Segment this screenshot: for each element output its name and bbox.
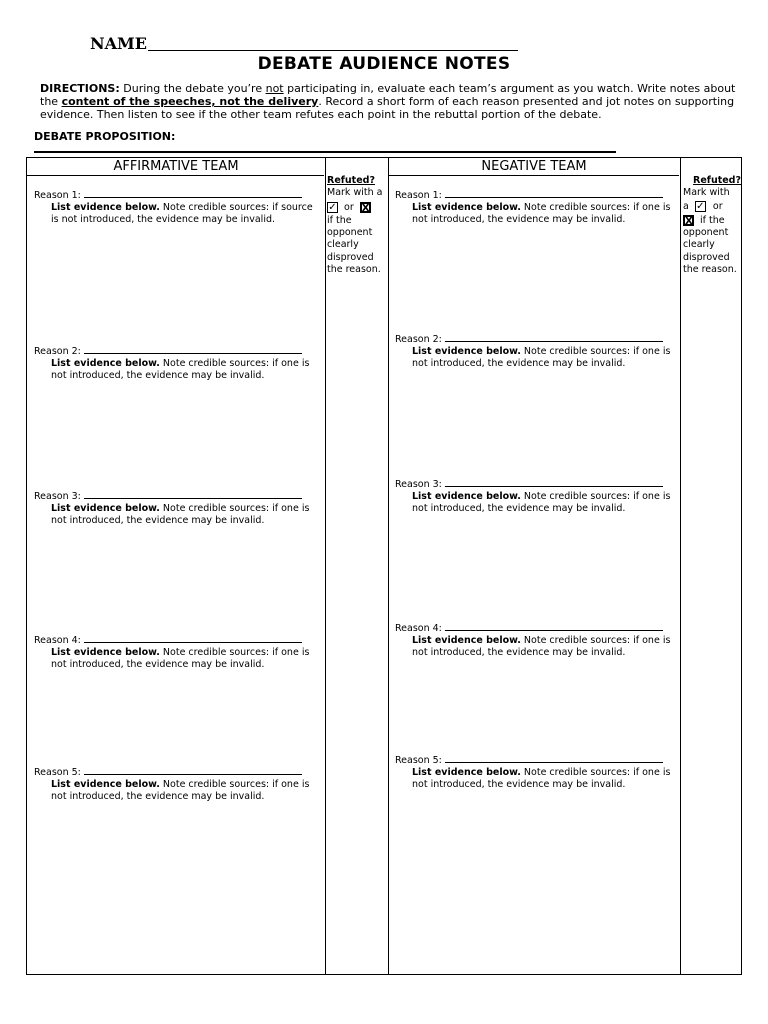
reason-label: Reason 4:	[395, 623, 442, 634]
reason-label: Reason 2:	[34, 346, 81, 357]
affirmative-reason-2	[34, 344, 323, 382]
name-label: NAME	[90, 34, 147, 53]
evidence-note: Note credible sources: if one is not introduced, the evidence may be invalid.	[51, 779, 310, 802]
evidence-instruction: List evidence below.	[412, 202, 521, 213]
directions	[40, 82, 740, 121]
evidence-instruction: List evidence below.	[51, 202, 160, 213]
checkbox-check-icon: ✓	[696, 200, 705, 212]
negative-team-header: NEGATIVE TEAM	[481, 159, 587, 174]
reason-label: Reason 5:	[395, 755, 442, 766]
evidence-note: Note credible sources: if one is not introduced, the evidence may be invalid.	[412, 202, 671, 225]
evidence-note: Note credible sources: if one is not introduced, the evidence may be invalid.	[51, 647, 310, 670]
affirmative-reason-4	[34, 633, 323, 671]
evidence-note: Note credible sources: if one is not introduced, the evidence may be invalid.	[412, 767, 671, 790]
reason-input-line[interactable]	[445, 753, 663, 763]
directions-text-2: participating in, evaluate each team’s argument as you watch. Write notes about the	[40, 82, 736, 108]
directions-text-3: . Record a short form of each reason presented and jot notes on supporting evidence. Then listen to see if the other team refutes each point in the rebuttal portion of the debate.	[40, 95, 735, 121]
affirmative-refuted-instructions	[327, 175, 389, 276]
affirmative-reason-1	[34, 188, 323, 226]
reason-label: Reason 4:	[34, 635, 81, 646]
column-divider	[325, 158, 326, 974]
column-divider	[388, 158, 389, 974]
evidence-instruction: List evidence below.	[51, 358, 160, 369]
evidence-instruction: List evidence below.	[412, 767, 521, 778]
checkbox-check-icon: ✓	[328, 201, 337, 213]
reason-label: Reason 3:	[395, 479, 442, 490]
mark-with-text: Mark with	[683, 187, 730, 199]
directions-label: DIRECTIONS:	[40, 82, 120, 95]
refuted-explanation: if the opponent clearly disproved the reason.	[327, 214, 381, 276]
reason-input-line[interactable]	[445, 477, 663, 487]
evidence-instruction: List evidence below.	[51, 647, 160, 658]
refuted-explanation-2: opponent clearly disproved the reason.	[683, 227, 737, 276]
proposition-label: DEBATE PROPOSITION:	[34, 130, 176, 143]
reason-label: Reason 2:	[395, 334, 442, 345]
reason-input-line[interactable]	[84, 344, 302, 354]
evidence-note: Note credible sources: if one is not introduced, the evidence may be invalid.	[51, 358, 310, 381]
negative-reason-3	[395, 477, 677, 515]
evidence-note: Note credible sources: if source is not introduced, the evidence may be invalid.	[51, 202, 313, 225]
mark-with-a-text: a	[683, 200, 689, 212]
evidence-note: Note credible sources: if one is not introduced, the evidence may be invalid.	[412, 491, 671, 514]
checkbox-x-icon: X	[685, 215, 693, 227]
affirmative-reason-5	[34, 765, 323, 803]
evidence-note: Note credible sources: if one is not introduced, the evidence may be invalid.	[412, 635, 671, 658]
evidence-note: Note credible sources: if one is not introduced, the evidence may be invalid.	[51, 503, 310, 526]
reason-input-line[interactable]	[84, 765, 302, 775]
proposition-field-line[interactable]	[34, 151, 616, 153]
checkbox-x-icon: X	[361, 202, 370, 214]
or-text: or	[712, 200, 723, 212]
affirmative-reason-3	[34, 489, 323, 527]
negative-reason-1	[395, 188, 677, 226]
refuted-heading: Refuted?	[327, 175, 375, 186]
refuted-heading: Refuted?	[693, 175, 741, 186]
negative-reason-4	[395, 621, 677, 659]
reason-input-line[interactable]	[445, 188, 663, 198]
evidence-note: Note credible sources: if one is not introduced, the evidence may be invalid.	[412, 346, 671, 369]
or-text: or	[344, 201, 354, 213]
negative-reason-2	[395, 332, 677, 370]
page-title: DEBATE AUDIENCE NOTES	[257, 54, 511, 74]
evidence-instruction: List evidence below.	[412, 491, 521, 502]
negative-reason-5	[395, 753, 677, 791]
reason-input-line[interactable]	[445, 332, 663, 342]
evidence-instruction: List evidence below.	[412, 346, 521, 357]
directions-text-1: During the debate you’re	[119, 82, 266, 95]
reason-label: Reason 5:	[34, 767, 81, 778]
name-field-line[interactable]	[148, 50, 518, 51]
directions-emphasis: content of the speeches, not the delivery	[61, 95, 319, 108]
directions-not: not	[265, 82, 284, 95]
refuted-explanation-1: if the	[700, 214, 725, 226]
reason-label: Reason 1:	[34, 190, 81, 201]
evidence-instruction: List evidence below.	[412, 635, 521, 646]
mark-with-text: Mark with a	[327, 187, 383, 199]
evidence-instruction: List evidence below.	[51, 503, 160, 514]
notes-table	[26, 157, 742, 975]
reason-input-line[interactable]	[84, 633, 302, 643]
reason-label: Reason 3:	[34, 491, 81, 502]
affirmative-team-header: AFFIRMATIVE TEAM	[113, 159, 239, 174]
evidence-instruction: List evidence below.	[51, 779, 160, 790]
reason-input-line[interactable]	[84, 489, 302, 499]
column-divider	[680, 158, 681, 974]
negative-refuted-instructions	[683, 175, 741, 276]
reason-label: Reason 1:	[395, 190, 442, 201]
reason-input-line[interactable]	[445, 621, 663, 631]
reason-input-line[interactable]	[84, 188, 302, 198]
